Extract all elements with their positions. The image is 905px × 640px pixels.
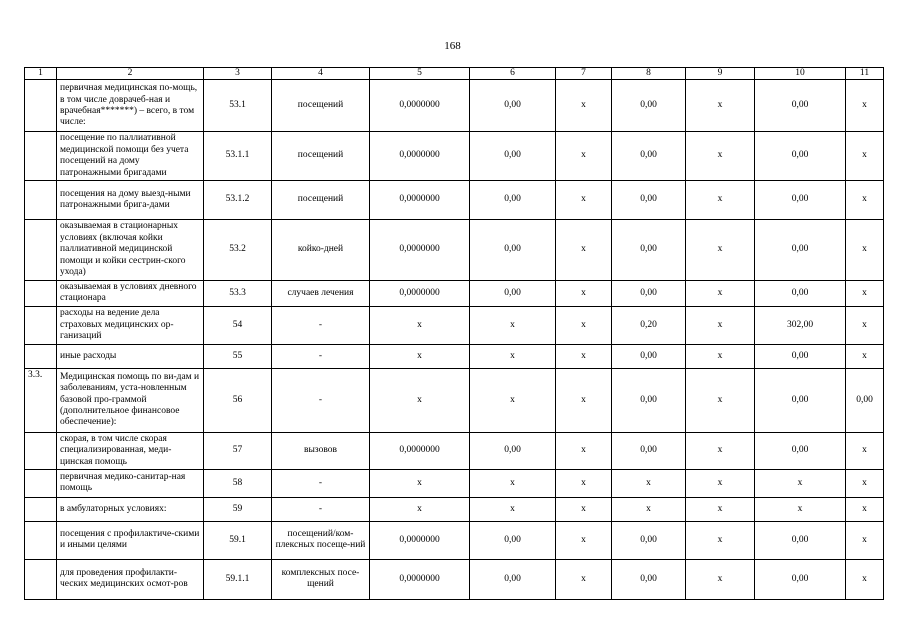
row-number-cell bbox=[25, 306, 57, 344]
indicator-name-cell: иные расходы bbox=[57, 344, 204, 368]
row-code-cell: 53.3 bbox=[204, 280, 272, 306]
value-cell-8: 0,20 bbox=[612, 306, 686, 344]
value-cell-10: 0,00 bbox=[755, 180, 846, 219]
table-row bbox=[25, 368, 884, 432]
table-row bbox=[25, 306, 884, 344]
row-number-cell bbox=[25, 280, 57, 306]
row-number-cell bbox=[25, 344, 57, 368]
row-code-cell: 58 bbox=[204, 469, 272, 497]
header-row bbox=[25, 68, 884, 80]
value-cell-8: 0,00 bbox=[612, 132, 686, 181]
header-cell: 3 bbox=[204, 68, 272, 80]
unit-cell: посещений bbox=[272, 80, 370, 132]
value-cell-9: х bbox=[686, 80, 755, 132]
indicator-name-cell: для проведения профилакти-ческих медицинских осмот-ров bbox=[57, 559, 204, 599]
header-cell: 7 bbox=[556, 68, 612, 80]
row-code-cell: 53.2 bbox=[204, 219, 272, 280]
unit-cell: комплексных посе-щений bbox=[272, 559, 370, 599]
table-row bbox=[25, 80, 884, 132]
row-code-cell: 59.1.1 bbox=[204, 559, 272, 599]
unit-cell: - bbox=[272, 469, 370, 497]
value-cell-7: х bbox=[556, 280, 612, 306]
value-cell-8: 0,00 bbox=[612, 219, 686, 280]
table-row bbox=[25, 497, 884, 521]
value-cell-10: 0,00 bbox=[755, 219, 846, 280]
value-cell-5: 0,0000000 bbox=[370, 521, 470, 559]
value-cell-9: х bbox=[686, 559, 755, 599]
table-row bbox=[25, 280, 884, 306]
value-cell-5: 0,0000000 bbox=[370, 80, 470, 132]
value-cell-9: х bbox=[686, 368, 755, 432]
indicator-name-cell: первичная медицинская по-мощь, в том числе доврачеб-ная и врачебная*******) – всего, в том числе: bbox=[57, 80, 204, 132]
value-cell-11: 0,00 bbox=[846, 368, 884, 432]
value-cell-11: х bbox=[846, 432, 884, 469]
value-cell-5: 0,0000000 bbox=[370, 432, 470, 469]
value-cell-6: 0,00 bbox=[470, 559, 556, 599]
header-cell: 4 bbox=[272, 68, 370, 80]
value-cell-5: 0,0000000 bbox=[370, 559, 470, 599]
header-cell: 6 bbox=[470, 68, 556, 80]
value-cell-9: х bbox=[686, 280, 755, 306]
value-cell-10: 0,00 bbox=[755, 80, 846, 132]
value-cell-9: х bbox=[686, 132, 755, 181]
row-code-cell: 59 bbox=[204, 497, 272, 521]
value-cell-11: х bbox=[846, 80, 884, 132]
table-row bbox=[25, 219, 884, 280]
table-row bbox=[25, 432, 884, 469]
value-cell-6: х bbox=[470, 469, 556, 497]
row-code-cell: 53.1.2 bbox=[204, 180, 272, 219]
value-cell-10: 0,00 bbox=[755, 280, 846, 306]
value-cell-8: 0,00 bbox=[612, 432, 686, 469]
value-cell-9: х bbox=[686, 344, 755, 368]
value-cell-10: 302,00 bbox=[755, 306, 846, 344]
indicator-name-cell: скорая, в том числе скорая специализированная, меди-цинская помощь bbox=[57, 432, 204, 469]
value-cell-10: х bbox=[755, 469, 846, 497]
value-cell-5: 0,0000000 bbox=[370, 180, 470, 219]
value-cell-9: х bbox=[686, 180, 755, 219]
header-cell: 10 bbox=[755, 68, 846, 80]
value-cell-7: х bbox=[556, 344, 612, 368]
value-cell-10: 0,00 bbox=[755, 368, 846, 432]
value-cell-11: х bbox=[846, 559, 884, 599]
value-cell-7: х bbox=[556, 368, 612, 432]
row-number-cell bbox=[25, 432, 57, 469]
unit-cell: случаев лечения bbox=[272, 280, 370, 306]
header-cell: 8 bbox=[612, 68, 686, 80]
header-cell: 11 bbox=[846, 68, 884, 80]
value-cell-7: х bbox=[556, 521, 612, 559]
indicator-name-cell: Медицинская помощь по ви-дам и заболеваниям, уста-новленным базовой про-граммой (дополнительное финансовое обеспечение): bbox=[57, 368, 204, 432]
value-cell-7: х bbox=[556, 306, 612, 344]
row-number-cell bbox=[25, 559, 57, 599]
value-cell-10: х bbox=[755, 497, 846, 521]
value-cell-6: х bbox=[470, 344, 556, 368]
value-cell-11: х bbox=[846, 306, 884, 344]
value-cell-6: 0,00 bbox=[470, 432, 556, 469]
table-row bbox=[25, 132, 884, 181]
value-cell-7: х bbox=[556, 432, 612, 469]
value-cell-7: х bbox=[556, 497, 612, 521]
row-number-cell: 3.3. bbox=[25, 368, 57, 432]
unit-cell: - bbox=[272, 368, 370, 432]
row-code-cell: 53.1 bbox=[204, 80, 272, 132]
value-cell-8: х bbox=[612, 497, 686, 521]
table-row bbox=[25, 559, 884, 599]
row-number-cell bbox=[25, 497, 57, 521]
value-cell-9: х bbox=[686, 432, 755, 469]
value-cell-8: 0,00 bbox=[612, 521, 686, 559]
value-cell-11: х bbox=[846, 132, 884, 181]
value-cell-6: х bbox=[470, 306, 556, 344]
value-cell-9: х bbox=[686, 497, 755, 521]
header-cell: 9 bbox=[686, 68, 755, 80]
indicator-name-cell: расходы на ведение дела страховых медицинских ор-ганизаций bbox=[57, 306, 204, 344]
table-row bbox=[25, 180, 884, 219]
value-cell-9: х bbox=[686, 469, 755, 497]
indicator-name-cell: оказываемая в условиях дневного стационара bbox=[57, 280, 204, 306]
indicator-name-cell: оказываемая в стационарных условиях (включая койки паллиативной медицинской помощи и койки сестрин-ского ухода) bbox=[57, 219, 204, 280]
value-cell-5: х bbox=[370, 368, 470, 432]
value-cell-11: х bbox=[846, 280, 884, 306]
value-cell-11: х bbox=[846, 344, 884, 368]
value-cell-5: х bbox=[370, 469, 470, 497]
value-cell-8: 0,00 bbox=[612, 559, 686, 599]
value-cell-5: х bbox=[370, 497, 470, 521]
row-code-cell: 59.1 bbox=[204, 521, 272, 559]
row-code-cell: 54 bbox=[204, 306, 272, 344]
value-cell-7: х bbox=[556, 132, 612, 181]
header-cell: 2 bbox=[57, 68, 204, 80]
unit-cell: посещений/ком-плексных посеще-ний bbox=[272, 521, 370, 559]
unit-cell: посещений bbox=[272, 180, 370, 219]
value-cell-11: х bbox=[846, 497, 884, 521]
value-cell-11: х bbox=[846, 469, 884, 497]
value-cell-8: х bbox=[612, 469, 686, 497]
value-cell-6: 0,00 bbox=[470, 132, 556, 181]
value-cell-10: 0,00 bbox=[755, 559, 846, 599]
value-cell-5: 0,0000000 bbox=[370, 219, 470, 280]
value-cell-11: х bbox=[846, 521, 884, 559]
indicator-name-cell: посещения на дому выезд-ными патронажными брига-дами bbox=[57, 180, 204, 219]
unit-cell: вызовов bbox=[272, 432, 370, 469]
row-number-cell bbox=[25, 521, 57, 559]
header-cell: 1 bbox=[25, 68, 57, 80]
value-cell-6: 0,00 bbox=[470, 280, 556, 306]
value-cell-10: 0,00 bbox=[755, 432, 846, 469]
value-cell-7: х bbox=[556, 180, 612, 219]
row-number-cell bbox=[25, 219, 57, 280]
unit-cell: - bbox=[272, 497, 370, 521]
value-cell-5: 0,0000000 bbox=[370, 280, 470, 306]
header-cell: 5 bbox=[370, 68, 470, 80]
value-cell-10: 0,00 bbox=[755, 521, 846, 559]
value-cell-7: х bbox=[556, 80, 612, 132]
unit-cell: посещений bbox=[272, 132, 370, 181]
unit-cell: - bbox=[272, 344, 370, 368]
value-cell-8: 0,00 bbox=[612, 280, 686, 306]
value-cell-6: 0,00 bbox=[470, 521, 556, 559]
indicator-name-cell: посещения с профилактиче-скими и иными целями bbox=[57, 521, 204, 559]
value-cell-6: 0,00 bbox=[470, 180, 556, 219]
unit-cell: койко-дней bbox=[272, 219, 370, 280]
value-cell-9: х bbox=[686, 219, 755, 280]
value-cell-5: х bbox=[370, 306, 470, 344]
page-number: 168 bbox=[444, 40, 461, 52]
value-cell-6: х bbox=[470, 497, 556, 521]
row-code-cell: 57 bbox=[204, 432, 272, 469]
row-code-cell: 55 bbox=[204, 344, 272, 368]
value-cell-6: 0,00 bbox=[470, 219, 556, 280]
value-cell-11: х bbox=[846, 180, 884, 219]
table-row bbox=[25, 521, 884, 559]
value-cell-10: 0,00 bbox=[755, 132, 846, 181]
value-cell-7: х bbox=[556, 559, 612, 599]
value-cell-6: 0,00 bbox=[470, 80, 556, 132]
unit-cell: - bbox=[272, 306, 370, 344]
value-cell-7: х bbox=[556, 469, 612, 497]
value-cell-8: 0,00 bbox=[612, 344, 686, 368]
row-number-cell bbox=[25, 80, 57, 132]
indicator-name-cell: первичная медико-санитар-ная помощь bbox=[57, 469, 204, 497]
row-number-cell bbox=[25, 132, 57, 181]
row-code-cell: 56 bbox=[204, 368, 272, 432]
table-row bbox=[25, 344, 884, 368]
value-cell-8: 0,00 bbox=[612, 80, 686, 132]
value-cell-7: х bbox=[556, 219, 612, 280]
value-cell-5: 0,0000000 bbox=[370, 132, 470, 181]
value-cell-6: х bbox=[470, 368, 556, 432]
value-cell-11: х bbox=[846, 219, 884, 280]
indicator-name-cell: посещение по паллиативной медицинской помощи без учета посещений на дому патронажными бригадами bbox=[57, 132, 204, 181]
table-row bbox=[25, 469, 884, 497]
value-cell-9: х bbox=[686, 521, 755, 559]
row-number-cell bbox=[25, 469, 57, 497]
row-code-cell: 53.1.1 bbox=[204, 132, 272, 181]
value-cell-8: 0,00 bbox=[612, 368, 686, 432]
indicator-name-cell: в амбулаторных условиях: bbox=[57, 497, 204, 521]
data-table bbox=[24, 67, 884, 600]
value-cell-10: 0,00 bbox=[755, 344, 846, 368]
value-cell-8: 0,00 bbox=[612, 180, 686, 219]
value-cell-9: х bbox=[686, 306, 755, 344]
value-cell-5: х bbox=[370, 344, 470, 368]
row-number-cell bbox=[25, 180, 57, 219]
